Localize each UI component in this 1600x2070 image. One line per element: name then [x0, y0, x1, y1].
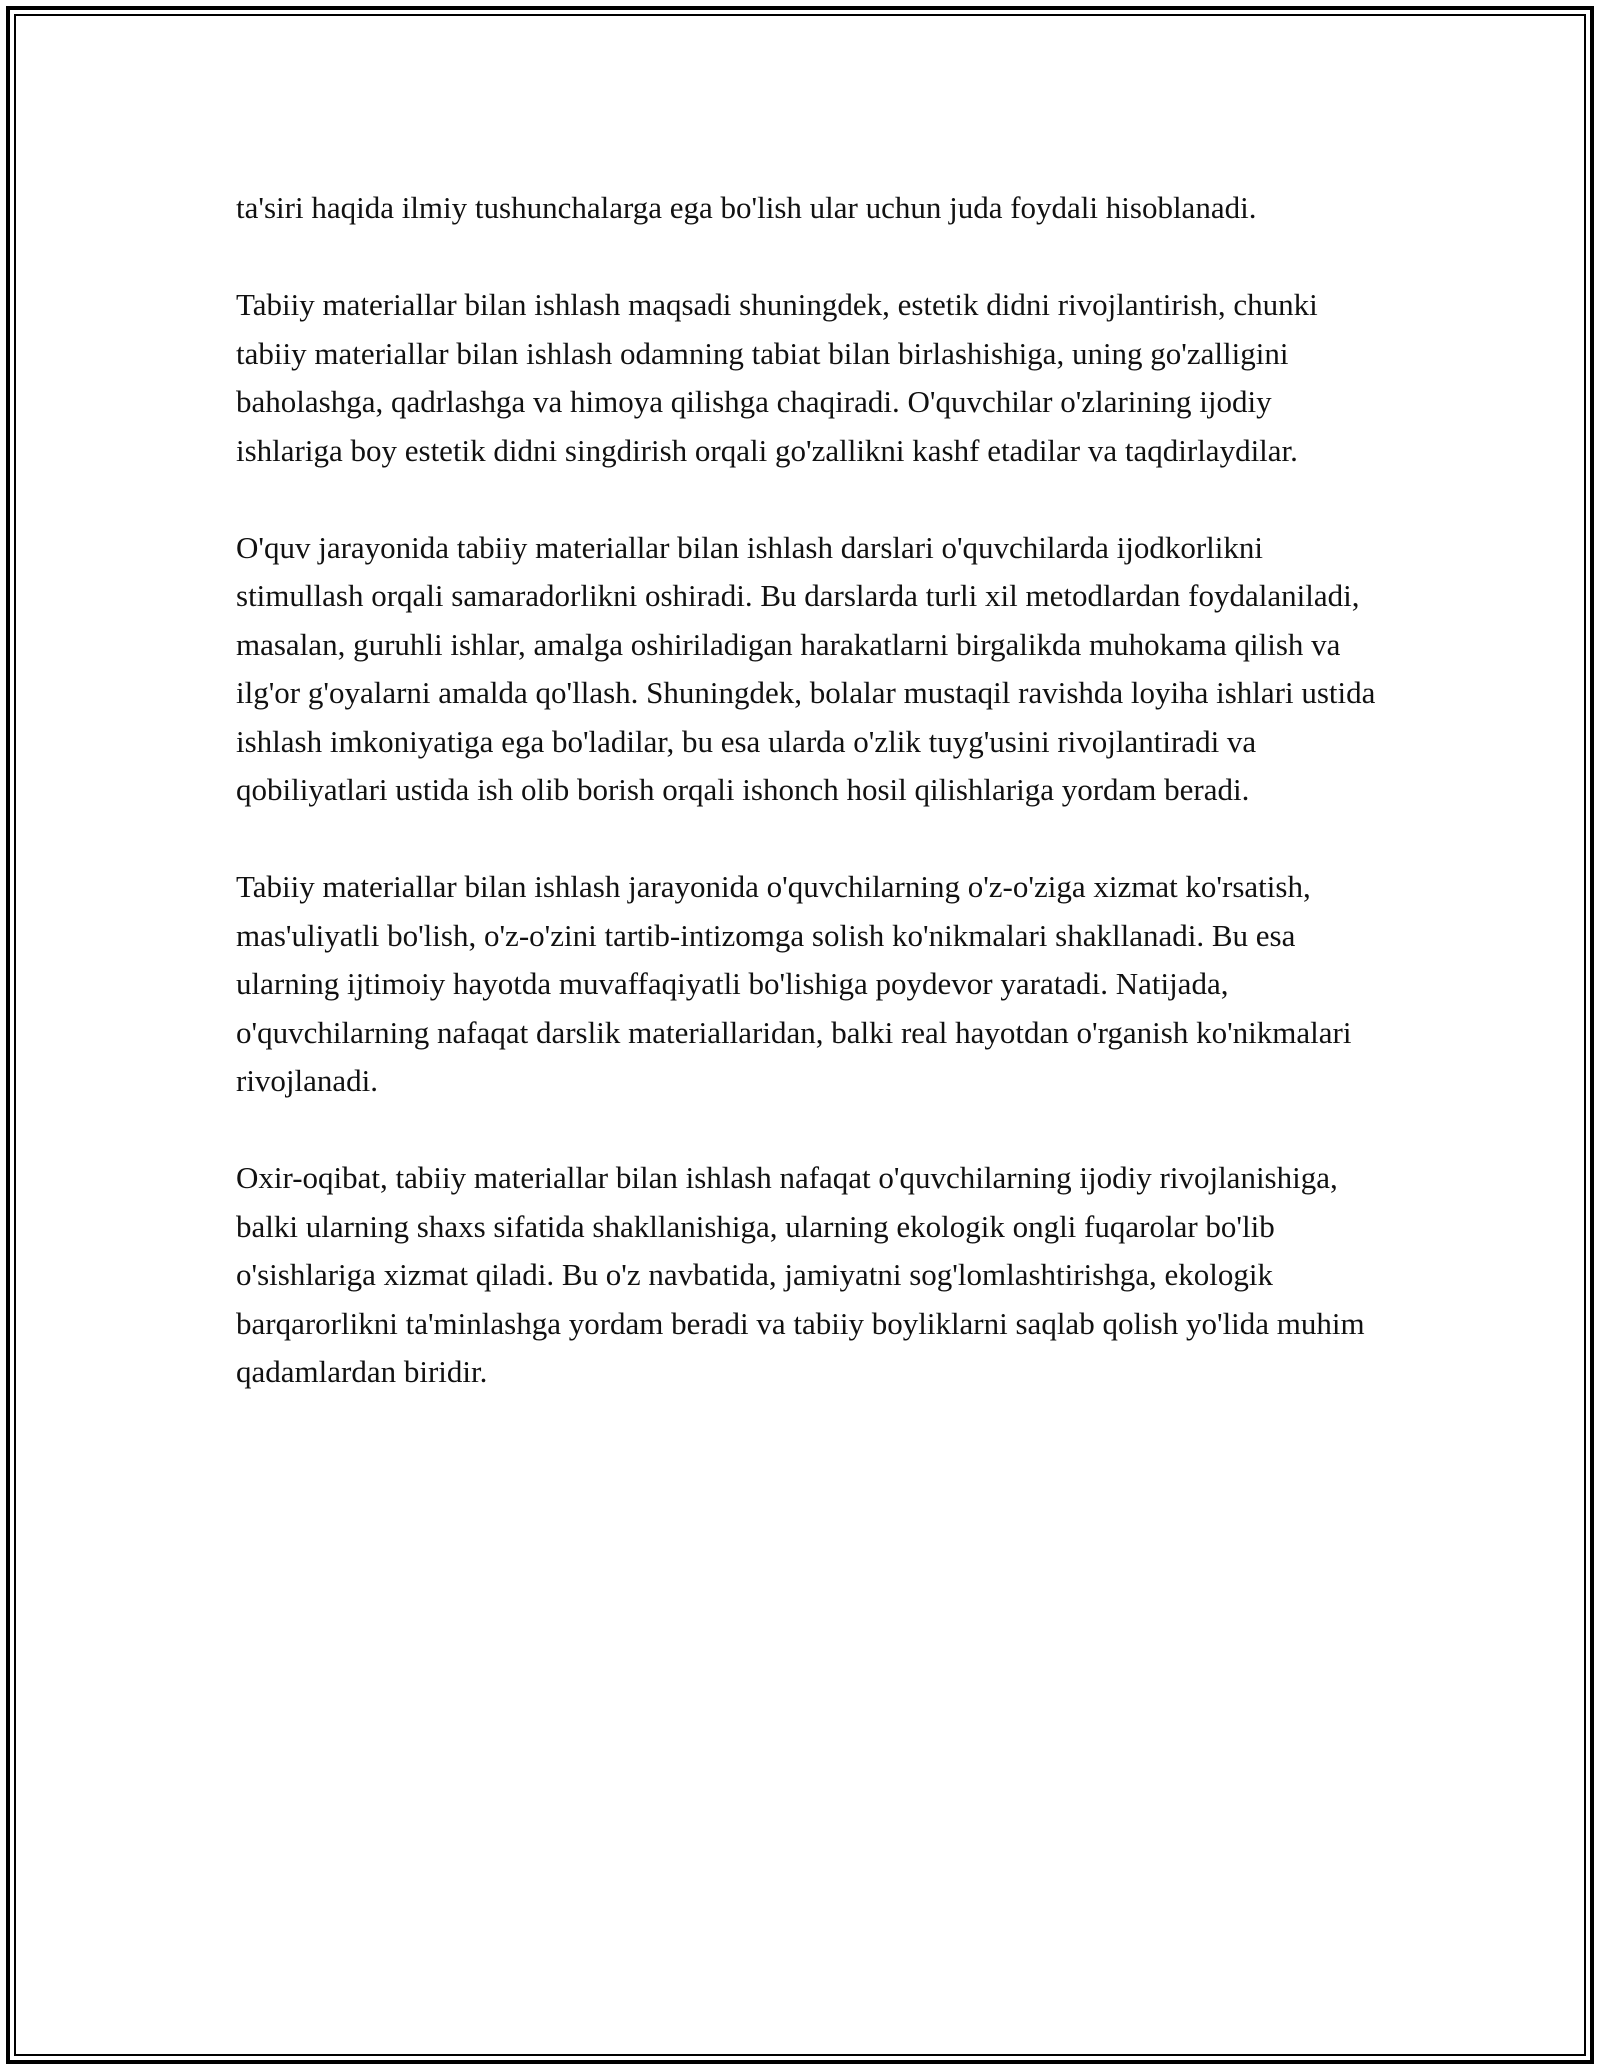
paragraph-2: Tabiiy materiallar bilan ishlash maqsadi shuningdek, estetik didni rivojlantirish, chunki tabiiy materiallar bilan ishlash odamning tabiat bilan birlashishiga, uning go'zalligini baholashga, qadrlashga va himoya qilishga chaqiradi. O'quvchilar o'zlarining ijodiy ishlariga boy estetik didni singdirish orqali go'zallikni kashf etadilar va taqdirlaydilar.: [236, 287, 1318, 468]
paragraph-4: Tabiiy materiallar bilan ishlash jarayonida o'quvchilarning o'z-o'ziga xizmat ko'rsatish, mas'uliyatli bo'lish, o'z-o'zini tartib-intizomga solish ko'nikmalari shakllanadi. Bu esa ularning ijtimoiy hayotda muvaffaqiyatli bo'lishiga poydevor yaratadi. Natijada, o'quvchilarning nafaqat darslik materiallaridan, balki real hayotdan o'rganish ko'nikmalari rivojlanadi.: [236, 869, 1352, 1098]
paragraph-3: O'quv jarayonida tabiiy materiallar bilan ishlash darslari o'quvchilarda ijodkorlikni stimullash orqali samaradorlikni oshiradi. Bu darslarda turli xil metodlardan foydalaniladi, masalan, guruhli ishlar, amalga oshiriladigan harakatlarni birgalikda muhokama qilish va ilg'or g'oyalarni amalda qo'llash. Shuningdek, bolalar mustaqil ravishda loyiha ishlari ustida ishlash imkoniyatiga ega bo'ladilar, bu esa ularda o'zlik tuyg'usini rivojlantiradi va qobiliyatlari ustida ish olib borish orqali ishonch hosil qilishlariga yordam beradi.: [236, 529, 1376, 807]
paragraph-1: ta'siri haqida ilmiy tushunchalarga ega bo'lish ular uchun juda foydali hisoblanadi.: [236, 190, 1257, 225]
document-body: [236, 184, 1386, 1397]
paragraph-5: Oxir-oqibat, tabiiy materiallar bilan ishlash nafaqat o'quvchilarning ijodiy rivojlanishiga, balki ularning shaxs sifatida shakllanishiga, ularning ekologik ongli fuqarolar bo'lib o'sishlariga xizmat qiladi. Bu o'z navbatida, jamiyatni sog'lomlashtirishga, ekologik barqarorlikni ta'minlashga yordam beradi va tabiiy boyliklarni saqlab qolish yo'lida muhim qadamlardan biridir.: [236, 1160, 1365, 1389]
